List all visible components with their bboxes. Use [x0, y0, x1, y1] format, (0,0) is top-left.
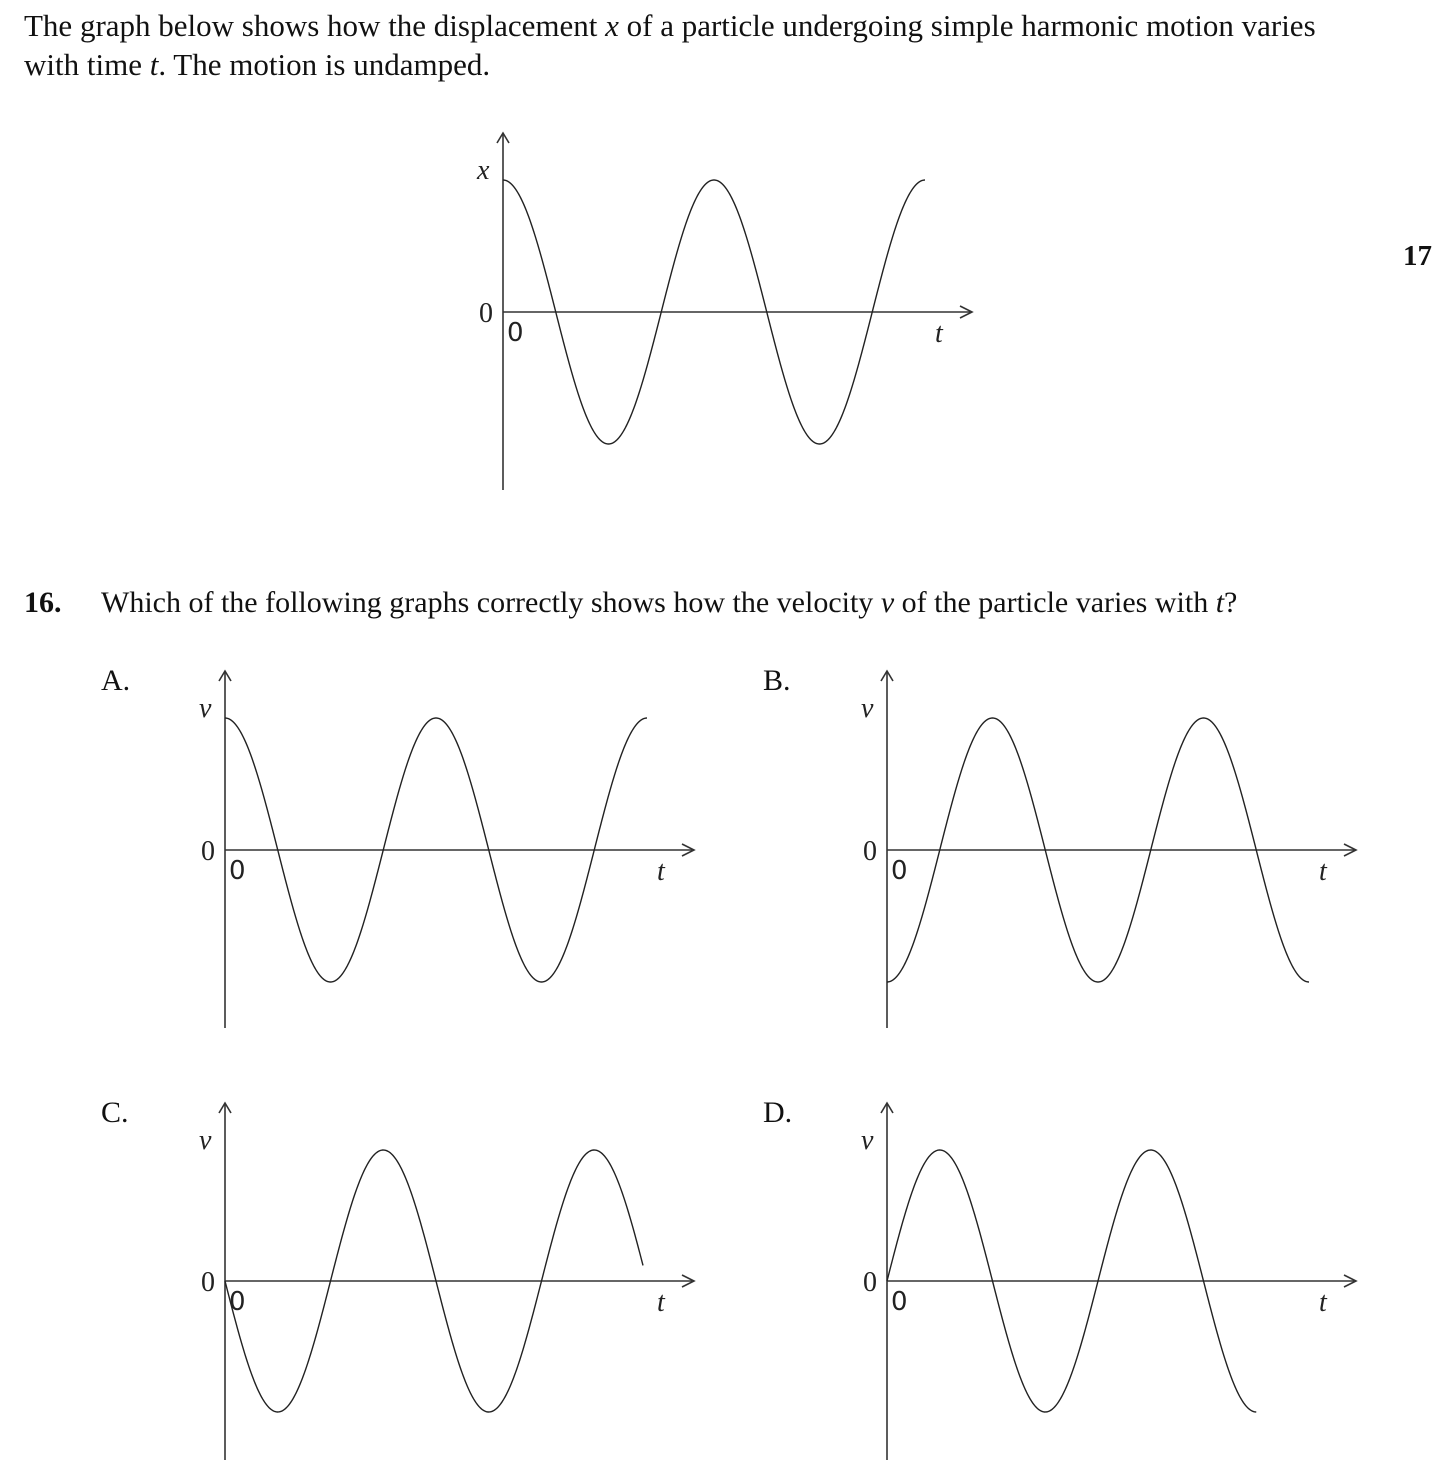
- origin-y-zero-label: 0: [479, 298, 493, 329]
- option-c-graph: [199, 1103, 694, 1460]
- y-axis-label: v: [861, 1125, 874, 1156]
- y-axis-label: v: [861, 693, 874, 724]
- intro-text-part: of a particle undergoing simple harmonic motion varies: [618, 8, 1316, 43]
- x-axis-label: t: [657, 1287, 665, 1318]
- var-v: v: [880, 586, 895, 619]
- origin-y-zero-label: 0: [863, 836, 877, 867]
- option-b-graph: [861, 671, 1356, 1028]
- intro-text-part: . The motion is undamped.: [158, 47, 491, 82]
- origin-x-zero-label: 0: [891, 856, 908, 886]
- var-x: x: [605, 8, 619, 43]
- origin-x-zero-label: 0: [229, 856, 246, 886]
- option-a-label[interactable]: A.: [101, 664, 131, 697]
- x-axis-label: t: [1319, 856, 1327, 887]
- origin-y-zero-label: 0: [863, 1267, 877, 1298]
- option-b-label[interactable]: B.: [763, 664, 791, 697]
- question-text-part: ?: [1224, 586, 1238, 619]
- intro-text-part: The graph below shows how the displacement: [24, 8, 606, 43]
- option-c-label[interactable]: C.: [101, 1096, 129, 1129]
- origin-x-zero-label: 0: [507, 318, 524, 348]
- option-d-graph: [861, 1103, 1356, 1460]
- question-text-part: of the particle varies with: [894, 586, 1216, 619]
- margin-question-number: 17: [1403, 240, 1432, 272]
- option-d-label[interactable]: D.: [763, 1096, 793, 1129]
- origin-y-zero-label: 0: [201, 1267, 215, 1298]
- var-t: t: [149, 47, 159, 82]
- y-axis-label: x: [477, 155, 490, 186]
- question-number: 16.: [24, 586, 62, 619]
- x-axis-label: t: [935, 318, 943, 349]
- origin-x-zero-label: 0: [891, 1287, 908, 1317]
- question-text-part: Which of the following graphs correctly shows how the velocity: [101, 586, 881, 619]
- var-t: t: [1215, 586, 1225, 619]
- intro-text-part: with time: [24, 47, 150, 82]
- x-axis-label: t: [1319, 1287, 1327, 1318]
- x-axis-label: t: [657, 856, 665, 887]
- option-a-graph: [199, 671, 694, 1028]
- origin-x-zero-label: 0: [229, 1287, 246, 1317]
- y-axis-label: v: [199, 693, 212, 724]
- origin-y-zero-label: 0: [201, 836, 215, 867]
- y-axis-label: v: [199, 1125, 212, 1156]
- displacement-graph: [476, 133, 972, 490]
